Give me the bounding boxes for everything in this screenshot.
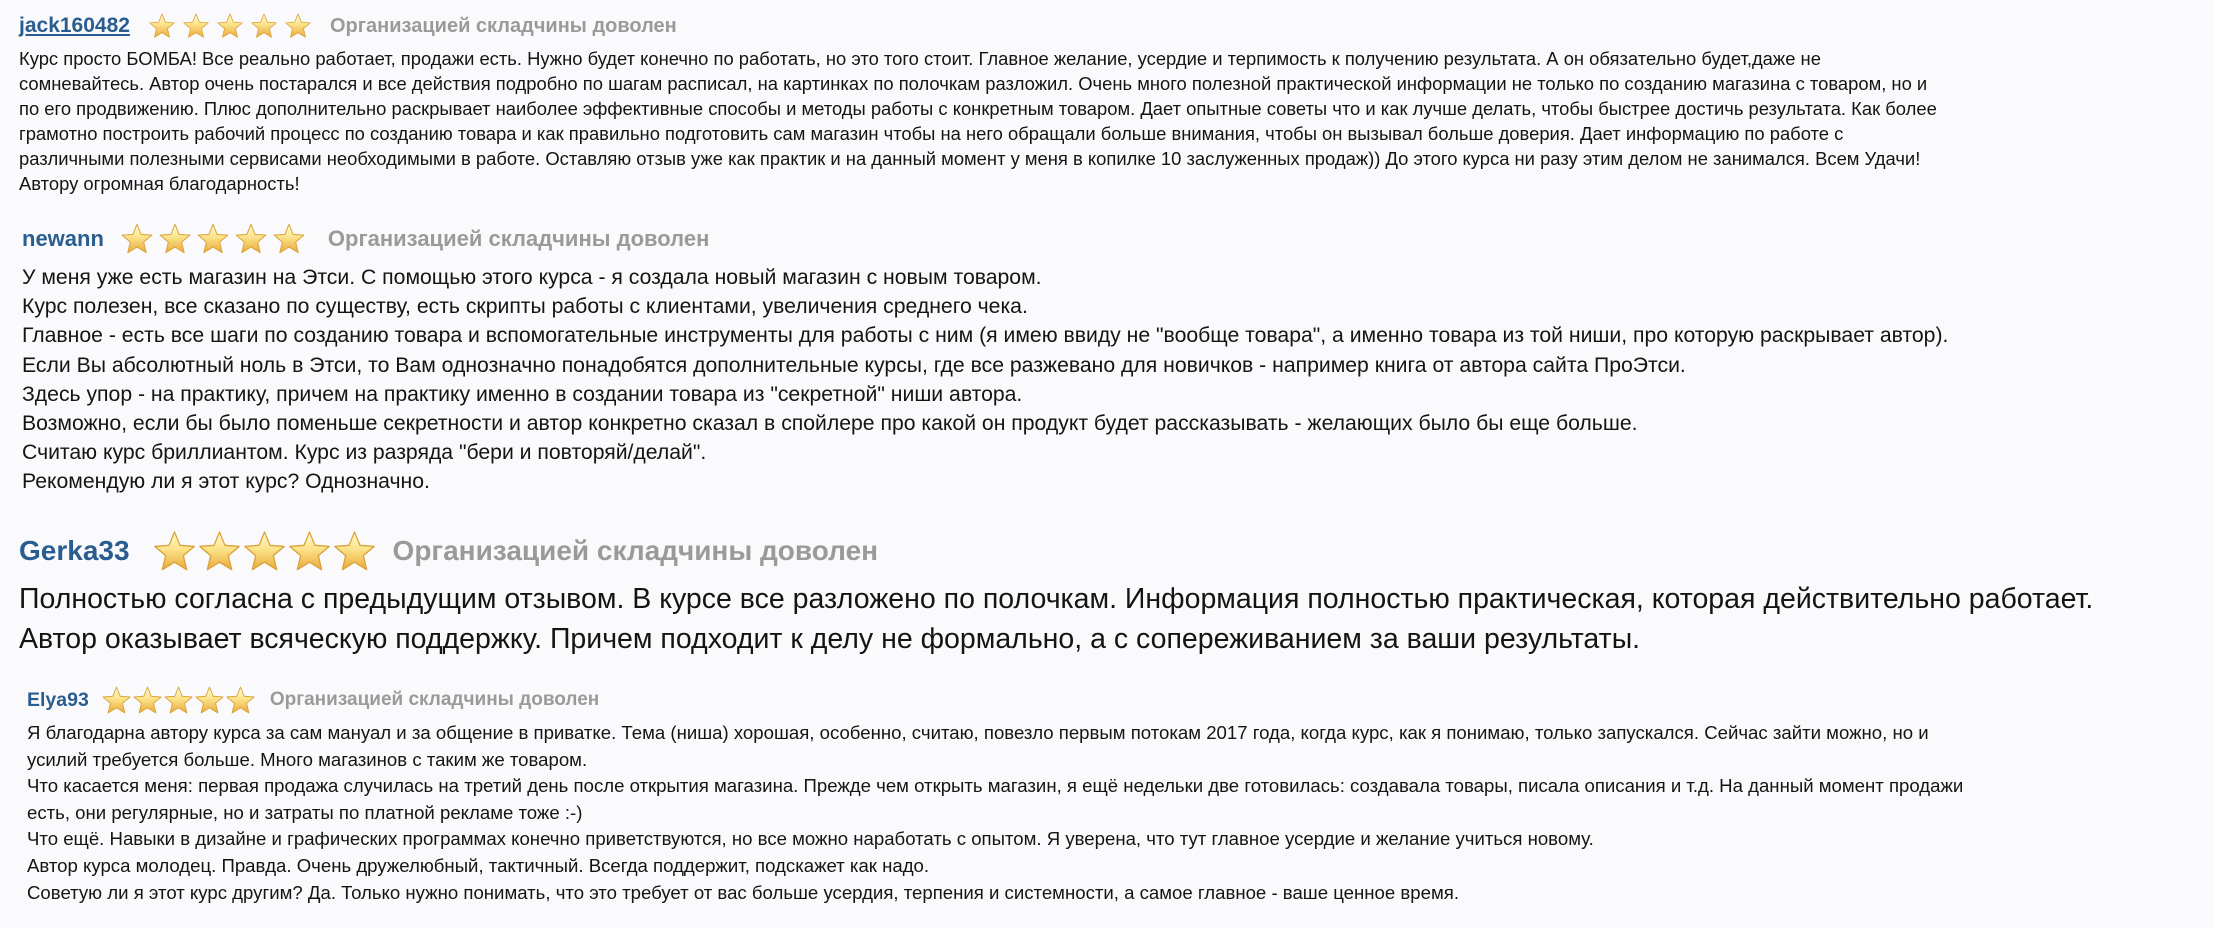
satisfied-label: Организацией складчины доволен [327, 226, 710, 251]
star-icon [120, 222, 154, 256]
review-text-line: Автору огромная благодарность! [19, 173, 300, 194]
review-body [27, 720, 1963, 906]
review-text-line: сомневайтесь. Автор очень постарался и все действия подробно по шагам расписал, на картинках по полочкам разложил. Очень много полезной практической информации не только по созданию магазина с товаром, но и [19, 73, 1928, 94]
review-text-line: усилий требуется больше. Много магазинов с таким же товаром. [27, 748, 588, 770]
star-icon [284, 12, 312, 40]
username-link[interactable]: jack160482 [19, 14, 130, 37]
review-text-line: Возможно, если бы было поменьше секретности и автор конкретно сказал в спойлере про какой он продукт будет рассказывать - желающих было бы еще больше. [22, 412, 1638, 436]
review-text-line: Считаю курс бриллиантом. Курс из разряда "бери и повторяй/делай". [22, 441, 707, 465]
star-icon [101, 685, 132, 716]
review-item [19, 523, 2093, 659]
star-icon [152, 529, 197, 574]
review-text-line: Автор курса молодец. Правда. Очень дружелюбный, тактичный. Всегда поддержит, подскажет как надо. [27, 854, 930, 876]
review-header [19, 6, 2199, 46]
review-header [22, 215, 1948, 263]
review-text-line: Здесь упор - на практику, причем на практику именно в создании товара из "секретной" ниши автора. [22, 382, 1023, 406]
review-text-line: Что ещё. Навыки в дизайне и графических программах конечно приветствуются, но все можно наработать с опытом. Я уверена, что тут главное усердие и желание учиться новому. [27, 828, 1594, 850]
satisfied-label: Организацией складчины доволен [329, 14, 677, 37]
username-link[interactable]: Gerka33 [19, 535, 130, 566]
review-text-line: Полностью согласна с предыдущим отзывом. В курсе все разложено по полочкам. Информация полностью практическая, которая действительно работает. [19, 583, 2094, 615]
username-link[interactable]: newann [22, 226, 104, 251]
satisfied-label: Организацией складчины доволен [269, 689, 600, 710]
review-text-line: есть, они регулярные, но и затраты по платной рекламе тоже :-) [27, 801, 583, 823]
review-text-line: Я благодарна автору курса за сам мануал и за общение в приватке. Тема (ниша) хорошая, особенно, считаю, повезло первым потокам 2017 года, когда курс, как я понимаю, только запускался. Сейчас зайти можно, но и [27, 722, 1929, 743]
rating-stars [101, 685, 256, 716]
star-icon [242, 529, 287, 574]
star-icon [132, 685, 163, 716]
review-text-line: У меня уже есть магазин на Этси. С помощью этого курса - я создала новый магазин с новым товаром. [22, 266, 1042, 289]
star-icon [250, 12, 278, 40]
star-icon [216, 12, 244, 40]
star-icon [158, 222, 192, 256]
review-text-line: Курс полезен, все сказано по существу, есть скрипты работы с клиентами, увеличения среднего чека. [22, 295, 1028, 319]
review-header [19, 523, 2093, 579]
review-text-line: по его продвижению. Плюс дополнительно раскрывает наиболее эффективные способы и методы работы с конкретным товаром. Дает опытные советы что и как лучше делать, чтобы быстрее достичь результата. Как более [19, 98, 1937, 119]
review-item [27, 680, 1963, 906]
star-icon [196, 222, 230, 256]
star-icon [234, 222, 268, 256]
review-body [19, 46, 2199, 196]
review-text-line: Автор оказывает всяческую поддержку. Причем подходит к делу не формально, а с сопереживанием за ваши результаты. [19, 623, 1641, 655]
review-text-line: Рекомендую ли я этот курс? Однозначно. [22, 470, 430, 494]
rating-stars [148, 12, 312, 40]
rating-stars [152, 529, 377, 574]
review-text-line: Курс просто БОМБА! Все реально работает, продажи есть. Нужно будет конечно по работать, но это того стоит. Главное желание, усердие и терпимость к получению результата. А он обязательно будет,даже не [19, 48, 1821, 69]
review-text-line: Если Вы абсолютный ноль в Этси, то Вам однозначно понадобятся дополнительные курсы, где все разжевано для новичков - например книга от автора сайта ПроЭтси. [22, 353, 1686, 377]
star-icon [182, 12, 210, 40]
star-icon [225, 685, 256, 716]
review-text-line: Советую ли я этот курс другим? Да. Только нужно понимать, что это требует от вас больше усердия, терпения и системности, а самое главное - ваше ценное время. [27, 881, 1459, 903]
star-icon [332, 529, 377, 574]
username-link[interactable]: Elya93 [27, 688, 89, 711]
star-icon [197, 529, 242, 574]
star-icon [287, 529, 332, 574]
rating-stars [120, 222, 306, 256]
review-item [22, 215, 1948, 497]
satisfied-label: Организацией складчины доволен [392, 535, 879, 566]
star-icon [272, 222, 306, 256]
review-text-line: Главное - есть все шаги по созданию товара и вспомогательные инструменты для работы с ним (я имею ввиду не "вообще товара", а именно товара из той ниши, про которую раскрывает автор). [22, 324, 1949, 348]
review-text-line: грамотно построить рабочий процесс по созданию товара и как правильно подготовить сам магазин чтобы на него обращали больше внимания, чтобы он вызывал больше доверия. Дает информацию по работе с [19, 123, 1844, 144]
star-icon [163, 685, 194, 716]
review-item [19, 6, 2199, 196]
review-text-line: Что касается меня: первая продажа случилась на третий день после открытия магазина. Прежде чем открыть магазин, я ещё недельки две готовилась: создавала товары, писала описания и т.д. На данный момент продажи [27, 775, 1964, 797]
review-body [19, 579, 2093, 659]
review-body [22, 263, 1948, 497]
star-icon [148, 12, 176, 40]
review-header [27, 680, 1963, 720]
review-text-line: различными полезными сервисами необходимыми в работе. Оставляю отзыв уже как практик и на данный момент у меня в копилке 10 заслуженных продаж)) До этого курса ни разу этим делом не занимался. Всем Удачи! [19, 148, 1921, 169]
star-icon [194, 685, 225, 716]
